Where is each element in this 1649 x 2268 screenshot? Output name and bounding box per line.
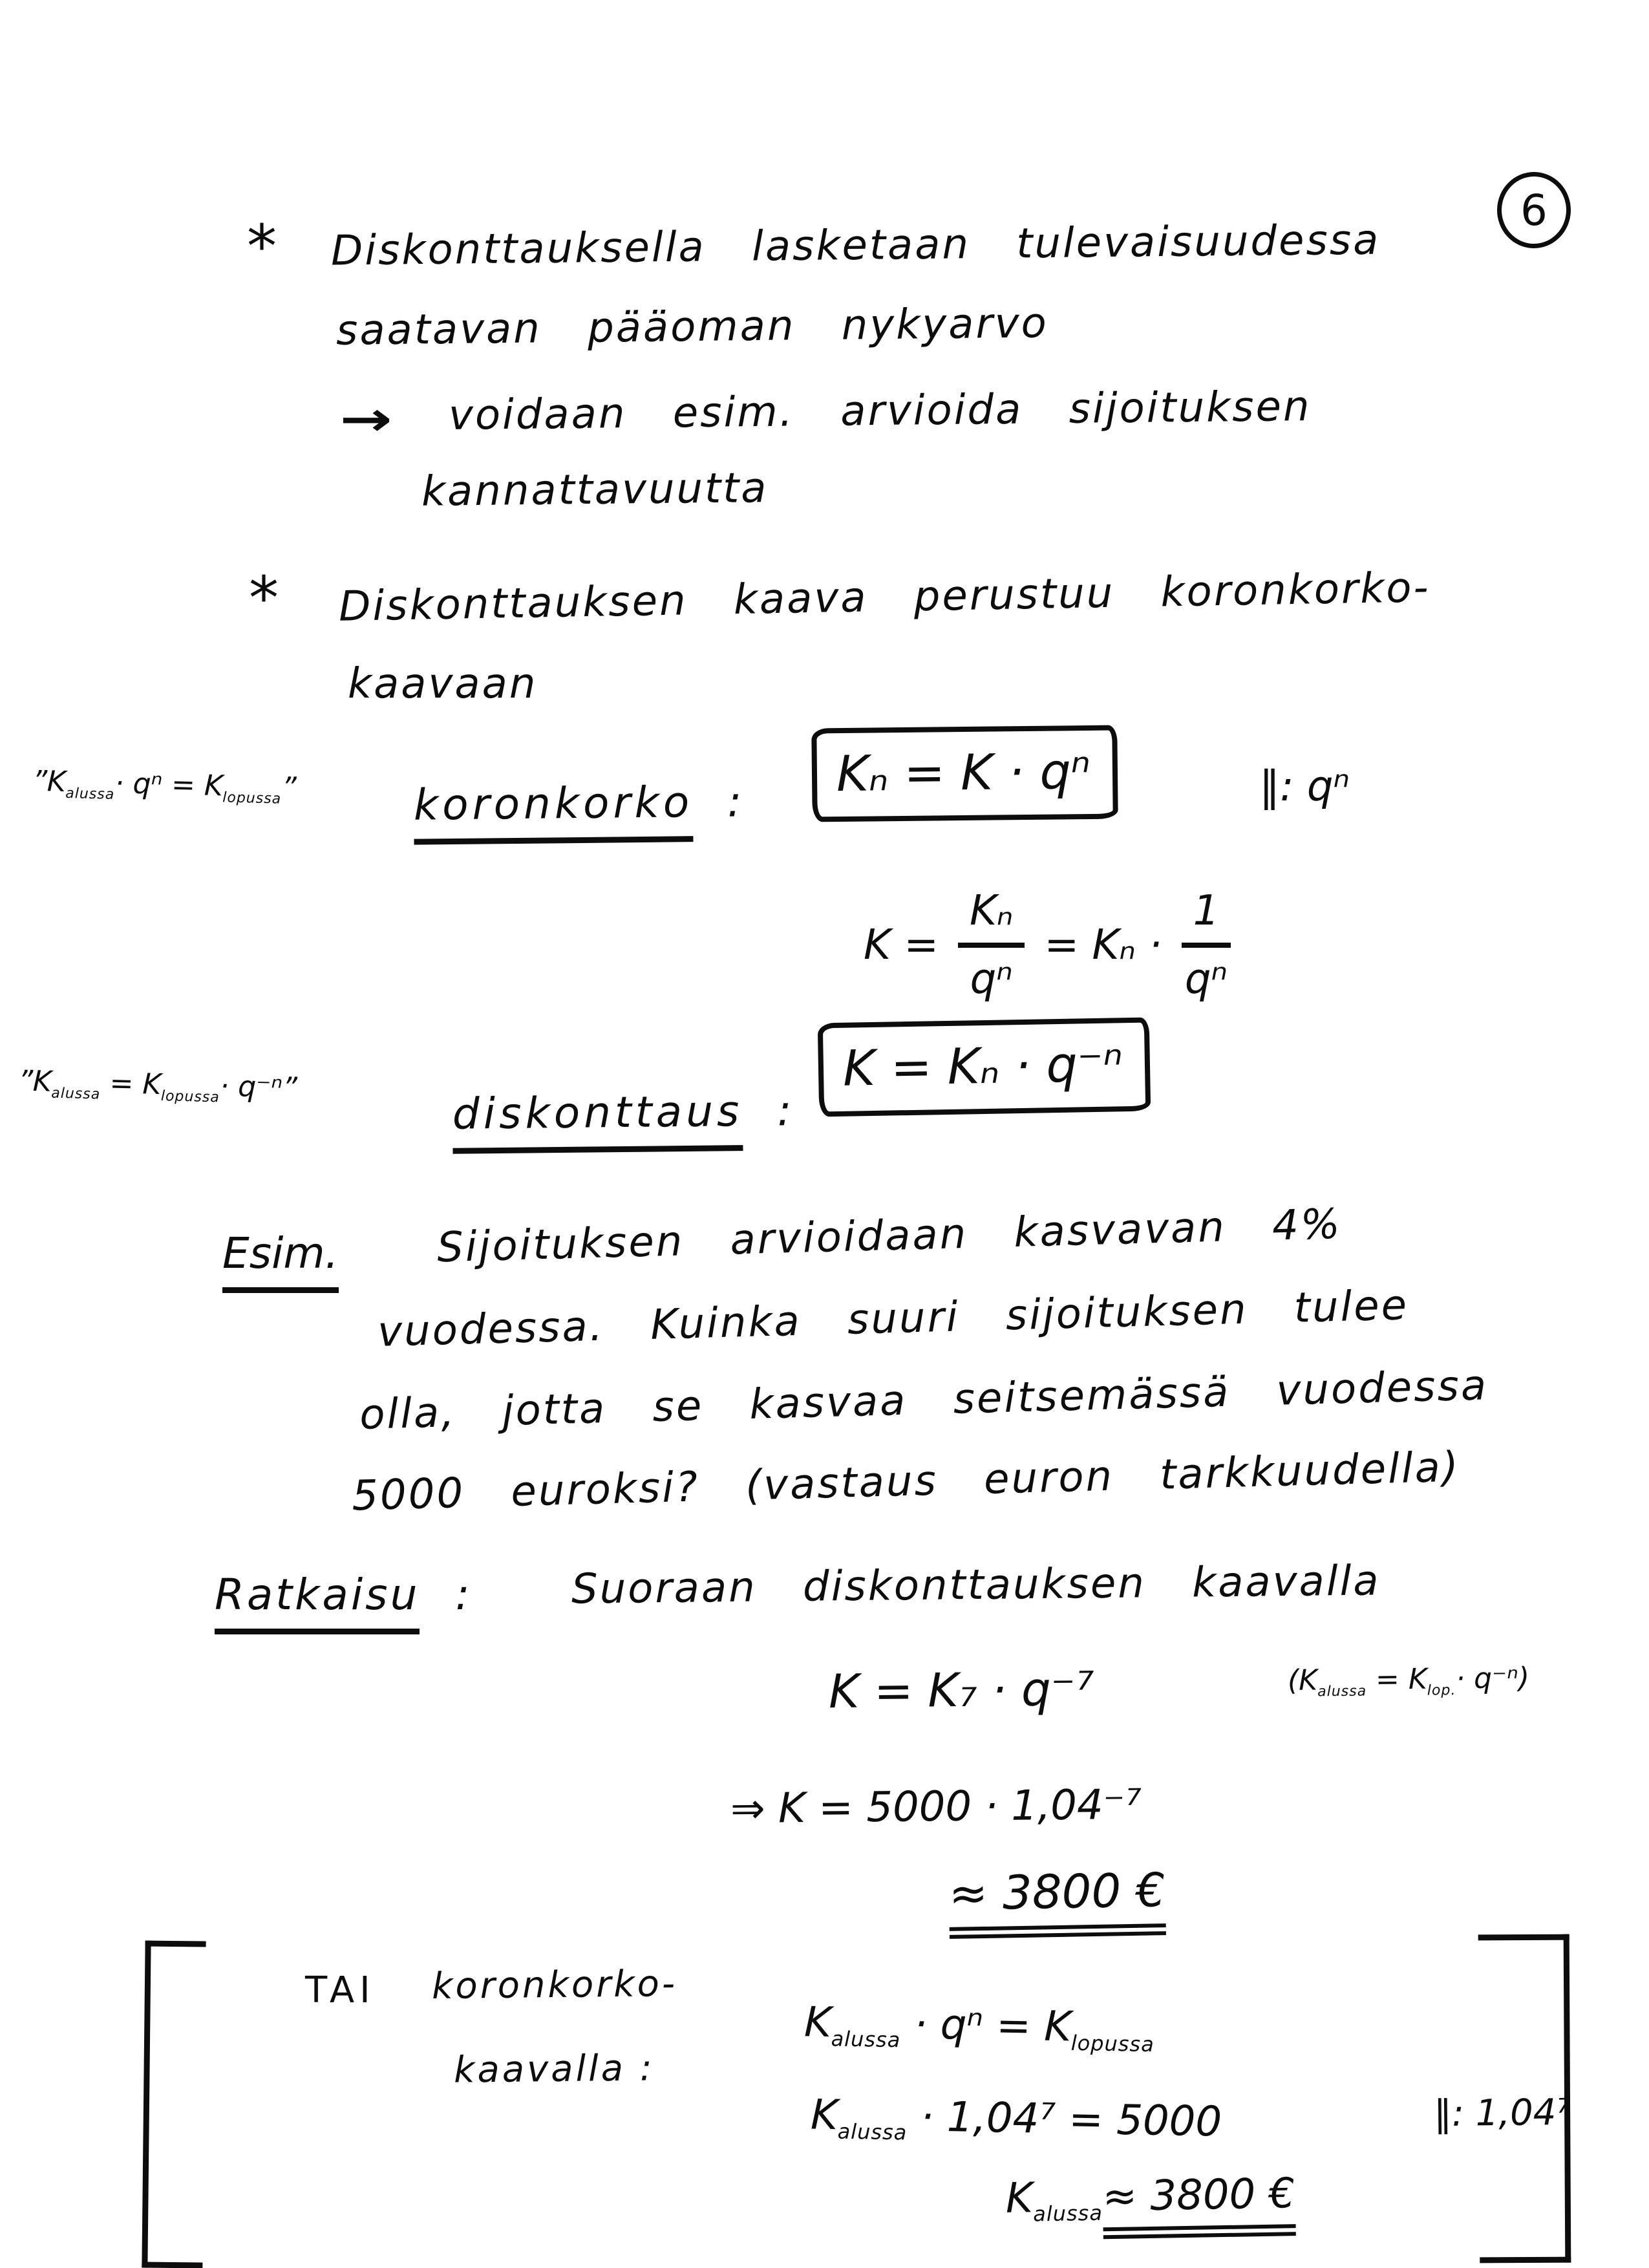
margin-note-text: · qⁿ = K — [114, 767, 224, 803]
equation-text: K — [810, 2091, 838, 2140]
fraction-numerator: Kₙ — [958, 887, 1025, 948]
subscript-lop: lop. — [1427, 1682, 1456, 1699]
page-number: 6 — [1520, 185, 1548, 235]
alt-divide-op: ‖: 1,04⁷ — [1433, 2091, 1571, 2135]
alt-equation-1 — [803, 1998, 1155, 2057]
margin-note-diskonttaus — [17, 1064, 297, 1107]
margin-note-text: ”K — [17, 1064, 52, 1098]
example-line-2: vuodessa. Kuinka suuri sijoituksen tulee — [377, 1281, 1409, 1356]
example-line-3: olla, jotta se kasvaa seitsemässä vuodessa — [359, 1362, 1489, 1439]
bullet1-marker: * — [247, 212, 277, 281]
equation-text: · qⁿ = K — [900, 2000, 1072, 2051]
solution-colon: : — [455, 1570, 473, 1620]
derivation-line — [864, 887, 1231, 1003]
example-label-text: Esim. — [222, 1228, 339, 1293]
example-label — [222, 1228, 339, 1293]
bullet2-line-1: Diskonttauksen kaava perustuu koronkorko- — [338, 564, 1431, 631]
solution-result — [948, 1863, 1166, 1939]
bullet2-marker: * — [249, 564, 279, 633]
alt-equation-2 — [810, 2091, 1222, 2150]
koronkorko-formula: Kₙ = K · qⁿ — [811, 725, 1118, 822]
fraction-denominator: qⁿ — [970, 956, 1013, 1003]
koronkorko-label — [413, 776, 746, 844]
alt-method-line-1: koronkorko- — [431, 1963, 678, 2007]
equation-text: K — [803, 1998, 832, 2047]
solution-label — [215, 1570, 473, 1634]
subscript-lopussa: lopussa — [1070, 2030, 1155, 2057]
solution-aside — [1288, 1662, 1530, 1700]
margin-note-koronkorko — [32, 765, 297, 808]
alt-tai-label: TAI — [305, 1969, 376, 2011]
example-line-1: Sijoituksen arvioidaan kasvavan 4% — [436, 1200, 1343, 1272]
margin-note-text: ” — [281, 771, 297, 805]
bullet1-line-2: saatavan pääoman nykyarvo — [335, 299, 1049, 355]
solution-intro: Suoraan diskonttauksen kaavalla — [571, 1557, 1381, 1614]
subscript-lopussa: lopussa — [222, 789, 282, 808]
bullet1-line-1: Diskonttauksella lasketaan tulevaisuudessa — [330, 216, 1381, 275]
bullet2-line-2: kaavaan — [348, 660, 538, 708]
derivation-mid: = Kₙ · — [1044, 921, 1162, 969]
subscript-alussa: alussa — [65, 785, 115, 803]
bullet1-line-3: voidaan esim. arvioida sijoituksen — [448, 383, 1312, 440]
diskonttaus-formula-box — [818, 1018, 1151, 1117]
koronkorko-colon: : — [727, 776, 746, 827]
alt-result-value: ≈ 3800 € — [1102, 2170, 1296, 2239]
divide-both-sides-op: ‖: qⁿ — [1259, 763, 1350, 811]
solution-result-value: ≈ 3800 € — [948, 1863, 1166, 1939]
page-number-badge — [1496, 171, 1571, 249]
margin-note-text: · q⁻ⁿ” — [219, 1069, 298, 1105]
fraction-kn-over-qn — [958, 887, 1025, 1003]
solution-formula: K = K₇ · q⁻⁷ — [828, 1661, 1095, 1719]
bullet1-line-4: kannattavuutta — [421, 464, 769, 516]
solution-step: ⇒ K = 5000 · 1,04⁻⁷ — [730, 1781, 1142, 1834]
diskonttaus-label-text: diskonttaus — [452, 1086, 743, 1154]
alt-result — [1005, 2170, 1295, 2241]
aside-text: = K — [1366, 1662, 1427, 1696]
fraction-numerator: 1 — [1182, 887, 1231, 948]
subscript-alussa: alussa — [50, 1085, 101, 1103]
diskonttaus-formula: K = Kₙ · q⁻ⁿ — [818, 1018, 1151, 1117]
equation-text: · 1,04⁷ = 5000 — [907, 2093, 1222, 2146]
koronkorko-label-text: koronkorko — [413, 777, 693, 845]
diskonttaus-colon: : — [776, 1086, 796, 1136]
left-bracket — [142, 1941, 206, 2268]
margin-note-text: = K — [100, 1066, 162, 1102]
subscript-alussa: alussa — [831, 2026, 901, 2053]
aside-text: (K — [1287, 1664, 1318, 1697]
arrow-right-icon: → — [339, 392, 392, 446]
subscript-alussa: alussa — [1032, 2200, 1103, 2227]
solution-label-text: Ratkaisu — [215, 1570, 420, 1634]
fraction-1-over-qn — [1182, 887, 1231, 1003]
aside-text: · q⁻ⁿ) — [1455, 1662, 1530, 1696]
alt-method-line-2: kaavalla : — [453, 2047, 655, 2091]
derivation-lhs: K = — [864, 921, 939, 969]
diskonttaus-label — [452, 1086, 796, 1154]
subscript-alussa: alussa — [1317, 1683, 1367, 1700]
fraction-denominator: qⁿ — [1184, 956, 1228, 1003]
result-text: K — [1005, 2174, 1034, 2223]
margin-note-text: ”K — [32, 764, 67, 798]
subscript-lopussa: lopussa — [160, 1088, 220, 1106]
subscript-alussa: alussa — [837, 2119, 908, 2145]
koronkorko-formula-box — [811, 725, 1118, 822]
example-line-4: 5000 euroksi? (vastaus euron tarkkuudella) — [351, 1443, 1461, 1521]
